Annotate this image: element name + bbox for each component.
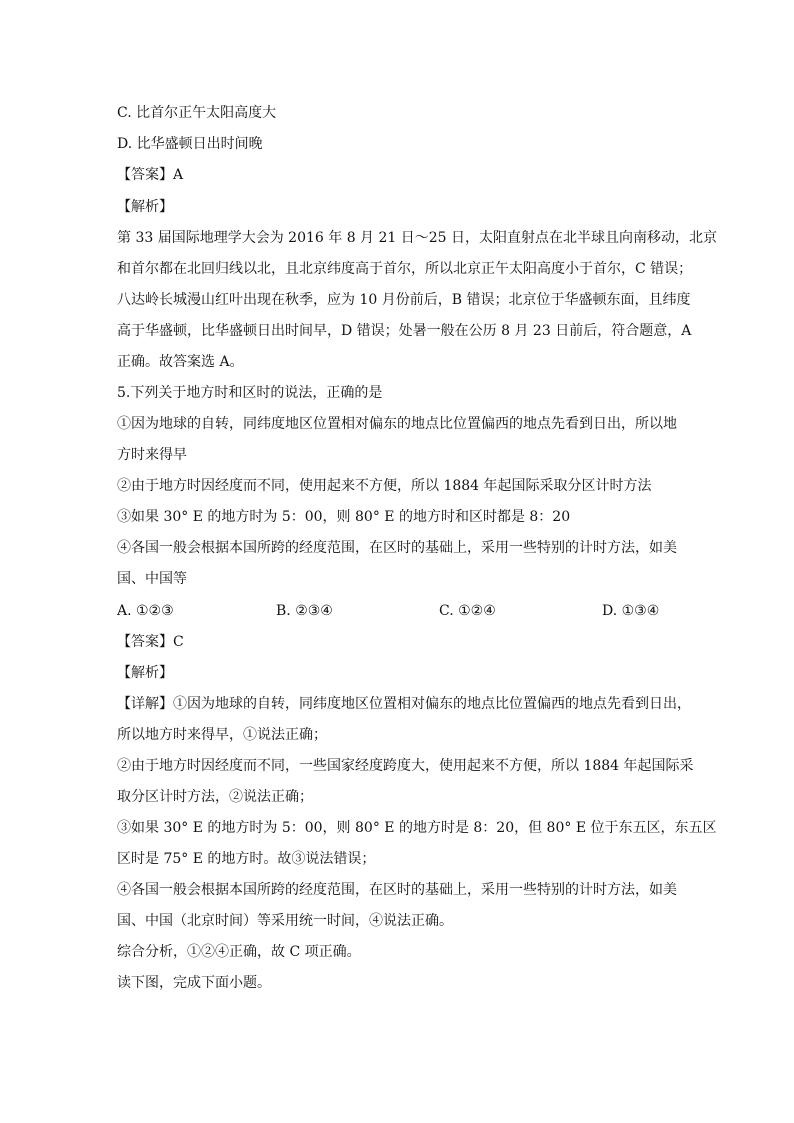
closing-instruction: 读下图，完成下面小题。 — [117, 975, 271, 991]
q4-analysis-line: 和首尔都在北回归线以北，且北京纬度高于首尔，所以北京正午太阳高度小于首尔，C 错误； — [117, 261, 693, 277]
q4-answer: 【答案】A — [117, 167, 184, 183]
q5-option-c: C. ①②④ — [439, 603, 496, 619]
q5-stem: 5.下列关于地方时和区时的说法，正确的是 — [117, 385, 383, 401]
q5-detail-line: ②由于地方时因经度而不同，一些国家经度跨度大，使用起来不方便，所以 1884 年起国际采 — [117, 758, 694, 774]
q5-analysis-label: 【解析】 — [117, 665, 173, 681]
q4-option-d: D. 比华盛顿日出时间晚 — [117, 136, 263, 152]
q5-detail-line: ④各国一般会根据本国所跨的经度范围，在区时的基础上，采用一些特别的计时方法，如美 — [117, 882, 677, 898]
q5-option-b: B. ②③④ — [276, 603, 333, 619]
q5-detail-line: 【详解】①因为地球的自转，同纬度地区位置相对偏东的地点比位置偏西的地点先看到日出， — [117, 696, 691, 712]
q5-statement: ①因为地球的自转，同纬度地区位置相对偏东的地点比位置偏西的地点先看到日出，所以地 — [117, 416, 677, 432]
q5-statement: ②由于地方时因经度而不同，使用起来不方便，所以 1884 年起国际采取分区计时方法 — [117, 478, 652, 494]
q5-statement: 方时来得早 — [117, 447, 187, 463]
q4-option-c: C. 比首尔正午太阳高度大 — [117, 105, 277, 121]
q5-option-a: A. ①②③ — [117, 603, 174, 619]
q4-analysis-line: 第 33 届国际地理学大会为 2016 年 8 月 21 日～25 日，太阳直射点在北半球且向南移动，北京 — [117, 230, 718, 246]
q4-analysis-label: 【解析】 — [117, 199, 173, 215]
q4-analysis-line: 高于华盛顿，比华盛顿日出时间早，D 错误；处暑一般在公历 8 月 23 日前后，符合题意，A — [117, 323, 692, 339]
q4-analysis-line: 正确。故答案选 A。 — [117, 354, 244, 370]
q5-statement: ③如果 30° E 的地方时为 5：00，则 80° E 的地方时和区时都是 8：20 — [117, 509, 571, 525]
q5-statement: 国、中国等 — [117, 571, 187, 587]
q5-statement: ④各国一般会根据本国所跨的经度范围，在区时的基础上，采用一些特别的计时方法，如美 — [117, 540, 677, 556]
q5-detail-line: 取分区计时方法，②说法正确； — [117, 789, 313, 805]
q4-analysis-line: 八达岭长城漫山红叶出现在秋季，应为 10 月份前后，B 错误；北京位于华盛顿东面，且纬度 — [117, 292, 691, 308]
q5-option-d: D. ①③④ — [602, 603, 660, 619]
q5-detail-line: 所以地方时来得早，①说法正确； — [117, 727, 327, 743]
q5-detail-line: 区时是 75° E 的地方时。故③说法错误； — [117, 851, 376, 867]
q5-detail-line: 综合分析，①②④正确，故 C 项正确。 — [117, 944, 361, 960]
q5-detail-line: 国、中国（北京时间）等采用统一时间，④说法正确。 — [117, 913, 453, 929]
q5-detail-line: ③如果 30° E 的地方时为 5：00，则 80° E 的地方时是 8：20，但 80° E 位于东五区，东五区 — [117, 820, 717, 836]
q5-answer: 【答案】C — [117, 634, 184, 650]
